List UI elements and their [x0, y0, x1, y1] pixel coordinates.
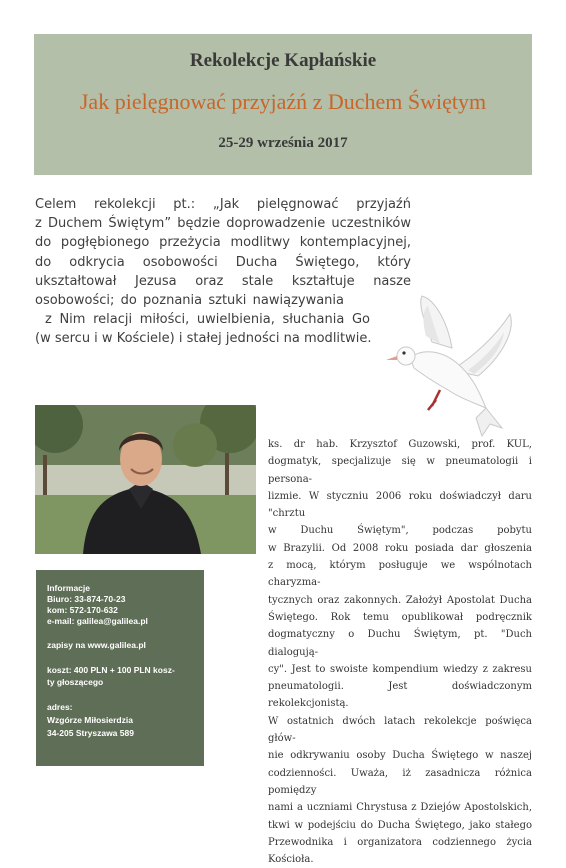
bio-line: W ostatnich dwóch latach rekolekcje poświęca głów-	[268, 715, 532, 745]
cost-line-2: ty głoszącego	[47, 677, 104, 687]
bio-line: tycznych oraz zakonnych. Założył Apostolat Ducha	[268, 594, 532, 606]
intro-line: z Nim relacji miłości, uwielbienia, słuchania Go	[45, 312, 370, 328]
bio-line: cy". Jest to swoiste kompendium wiedzy z zakresu	[268, 663, 532, 675]
header-banner	[34, 34, 532, 175]
intro-paragraph	[35, 195, 411, 349]
bio-line: lizmie. W styczniu 2006 roku doświadczył daru "chrztu	[268, 490, 532, 520]
bio-line: w Brazylii. Od 2008 roku posiada dar głoszenia	[268, 542, 532, 554]
priest-bio	[268, 436, 532, 868]
bio-line: dogmatyk, specjalizuje się w pneumatologii i persona-	[268, 456, 532, 485]
bio-line: codzienności. Uważa, iż zasadnicza różnica pomiędzy	[268, 767, 532, 796]
bio-line: ks. dr hab. Krzysztof Guzowski, prof. KUL,	[268, 439, 532, 450]
bio-line: Świętego. Rok temu opublikował podręcznik	[268, 611, 532, 623]
intro-line: do odkrycia osobowości Ducha Świętego, który	[35, 254, 411, 270]
priest-photo	[35, 405, 256, 554]
intro-line: (w sercu i w Kościele) i stałej jedności na modlitwie.	[35, 331, 372, 347]
info-box	[36, 570, 204, 766]
retreat-subtitle: Jak pielęgnować przyjaźń z Duchem Świętym	[79, 89, 487, 114]
info-heading: Informacje	[47, 583, 90, 593]
intro-line: osobowości; do poznania sztuki nawiązywania	[35, 293, 344, 309]
intro-line: Celem rekolekcji pt.: „Jak pielęgnować przyjaźń	[35, 197, 411, 212]
address-label: adres:	[47, 702, 73, 712]
intro-line: z Duchem Świętym” będzie doprowadzenie uczestników	[35, 216, 411, 232]
retreat-title: Rekolekcje Kapłańskie	[189, 50, 377, 71]
priest-photo-image	[35, 405, 256, 554]
bio-line: Kościoła.	[268, 854, 314, 866]
bio-line: pneumatologii. Jest doświadczonym rekolekcjonistą.	[268, 681, 532, 710]
mobile-phone: kom: 572-170-632	[47, 605, 118, 615]
bio-line: w Duchu Świętym", podczas pobytu	[268, 525, 532, 537]
intro-line: ukształtował Jezusa oraz stale kształtuje nasze	[35, 273, 411, 289]
dove-image	[370, 290, 520, 445]
bio-line: dogmatyczny o Duchu Świętym, pt. "Duch dialogują-	[268, 629, 532, 658]
intro-line: do pogłębionego przeżycia modlitwy kontemplacyjnej,	[35, 235, 411, 251]
bio-line: nie odkrywaniu osoby Ducha Świętego w naszej	[268, 750, 532, 762]
address-line-1: Wzgórze Miłosierdzia	[47, 715, 133, 725]
email-address: e-mail: galilea@galilea.pl	[47, 616, 148, 626]
bio-line: tkwi w podejściu do Ducha Świętego, jako stałego	[268, 819, 532, 831]
address-line-2: 34-205 Stryszawa 589	[47, 728, 134, 738]
cost-line-1: koszt: 400 PLN + 100 PLN kosz-	[47, 665, 175, 675]
retreat-date: 25-29 września 2017	[218, 135, 348, 151]
bio-line: nami a uczniami Chrystusa z Dziejów Apostolskich,	[268, 802, 532, 814]
bio-line: z mocą, którym posługuje we wspólnotach charyzma-	[268, 560, 532, 589]
bio-line: Przewodnika i organizatora codziennego życia	[268, 836, 532, 848]
office-phone: Biuro: 33-874-70-23	[47, 594, 126, 604]
signup-link[interactable]: zapisy na www.galilea.pl	[47, 640, 146, 650]
